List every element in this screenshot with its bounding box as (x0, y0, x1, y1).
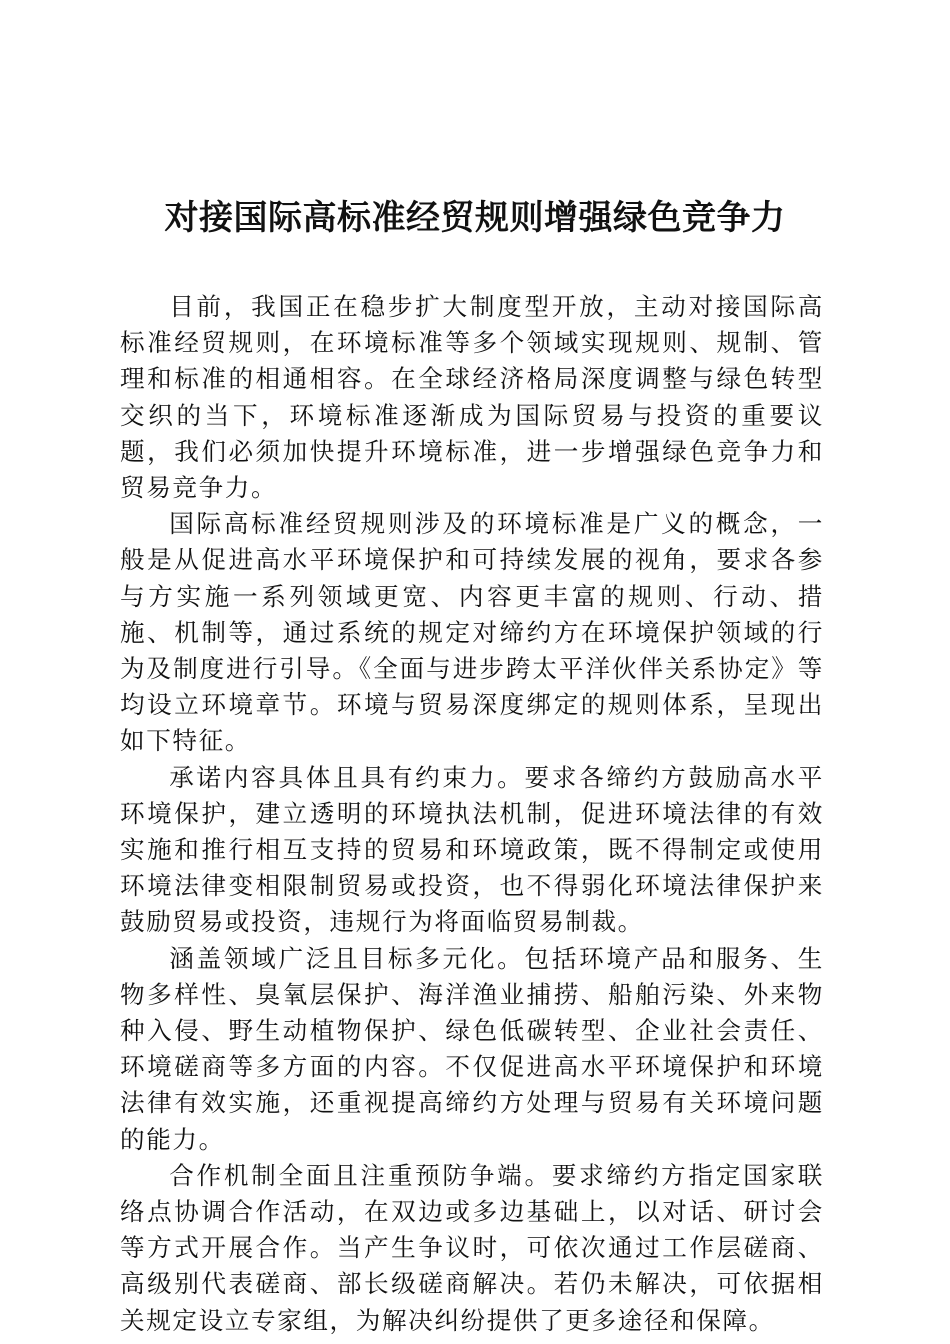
paragraph-2: 国际高标准经贸规则涉及的环境标准是广义的概念，一般是从促进高水平环境保护和可持续发展的视角，要求各参与方实施一系列领域更宽、内容更丰富的规则、行动、措施、机制等，通过系统的规定对缔约方在环境保护领域的行为及制度进行引导。《全面与进步跨太平洋伙伴关系协定》等均设立环境章节。环境与贸易深度绑定的规则体系，呈现出如下特征。 (120, 509, 824, 756)
paragraph-1: 目前，我国正在稳步扩大制度型开放，主动对接国际高标准经贸规则，在环境标准等多个领域实现规则、规制、管理和标准的相通相容。在全球经济格局深度调整与绿色转型交织的当下，环境标准逐渐成为国际贸易与投资的重要议题，我们必须加快提升环境标准，进一步增强绿色竞争力和贸易竞争力。 (120, 292, 824, 503)
article-body (120, 289, 824, 1339)
page-title: 对接国际高标准经贸规则增强绿色竞争力 (164, 198, 786, 238)
paragraph-5: 合作机制全面且注重预防争端。要求缔约方指定国家联络点协调合作活动，在双边或多边基础上，以对话、研讨会等方式开展合作。当产生争议时，可依次通过工作层磋商、高级别代表磋商、部长级磋商解决。若仍未解决，可依据相关规定设立专家组，为解决纠纷提供了更多途径和保障。 (120, 1160, 824, 1335)
paragraph-3: 承诺内容具体且具有约束力。要求各缔约方鼓励高水平环境保护，建立透明的环境执法机制，促进环境法律的有效实施和推行相互支持的贸易和环境政策，既不得制定或使用环境法律变相限制贸易或投资，也不得弱化环境法律保护来鼓励贸易或投资，违规行为将面临贸易制裁。 (120, 762, 824, 937)
paragraph-4: 涵盖领域广泛且目标多元化。包括环境产品和服务、生物多样性、臭氧层保护、海洋渔业捕捞、船舶污染、外来物种入侵、野生动植物保护、绿色低碳转型、企业社会责任、环境磋商等多方面的内容。不仅促进高水平环境保护和环境法律有效实施，还重视提高缔约方处理与贸易有关环境问题的能力。 (120, 943, 824, 1154)
